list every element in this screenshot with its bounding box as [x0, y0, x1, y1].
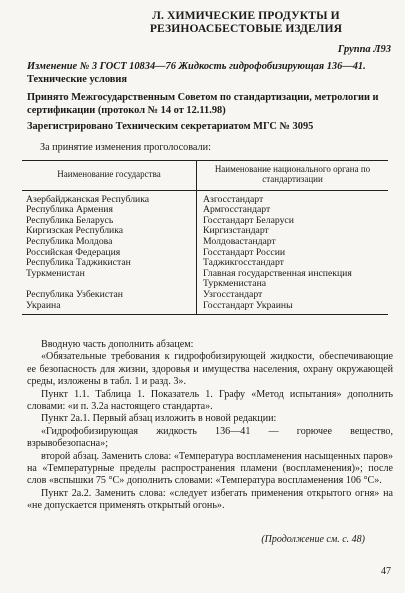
- state-cell: Азербайджанская Республика: [22, 190, 197, 205]
- table-row: [22, 237, 388, 248]
- amendment-subtitle: Технические условия: [27, 73, 127, 85]
- table-header-row: [22, 161, 388, 191]
- state-cell: Республика Беларусь: [22, 216, 197, 227]
- standards-body-cell: Главная государственная инспекция Туркменистана: [203, 267, 352, 290]
- standards-body-cell: Узгосстандарт: [203, 288, 263, 300]
- states-table: [22, 160, 388, 315]
- table-row: [22, 269, 388, 290]
- table-row: [22, 301, 388, 315]
- paragraph: «Обязательные требования к гидрофобизирующей жидкости, обеспечивающие ее безопасность для жизни, здоровья и имущества населения, охрану окружающей среды, изложены в табл. 1 и разд. 3».: [27, 351, 393, 388]
- state-cell: Республика Таджикистан: [22, 258, 197, 269]
- state-cell: Киргизская Республика: [22, 226, 197, 237]
- vote-intro: За принятие изменения проголосовали:: [40, 142, 211, 153]
- state-cell: Республика Армения: [22, 205, 197, 216]
- standards-body-cell: Азгосстандарт: [203, 193, 264, 205]
- standards-body-cell: Госстандарт России: [203, 246, 286, 258]
- paragraph: Пункт 1.1. Таблица 1. Показатель 1. Графу «Метод испытания» дополнить словами: «и п. 3.2а настоящего стандарта».: [27, 388, 393, 413]
- standards-body-cell: Киргизстандарт: [203, 225, 269, 237]
- standards-body-cell: Госстандарт Беларуси: [203, 214, 294, 226]
- continued-note: (Продолжение см. с. 48): [261, 534, 365, 545]
- state-cell: Республика Узбекистан: [22, 290, 197, 301]
- paragraph: «Гидрофобизирующая жидкость 136—41 — горючее вещество, взрывобезопасна»;: [27, 425, 393, 450]
- standards-body-cell: Госстандарт Украины: [197, 301, 389, 315]
- section-title: Л. ХИМИЧЕСКИЕ ПРОДУКТЫ И РЕЗИНОАСБЕСТОВЫЕ ИЗДЕЛИЯ: [149, 9, 343, 35]
- state-cell: Республика Молдова: [22, 237, 197, 248]
- column-header-body: Наименование национального органа по стандартизации: [197, 161, 389, 191]
- amendment-body: [27, 339, 393, 513]
- paragraph: Пункт 2а.2. Заменить слова: «следует избегать применения открытого огня» на «не допускается применять открытый огонь».: [27, 487, 393, 512]
- standards-body-cell: Таджикгосстандарт: [203, 257, 284, 269]
- state-cell: Украина: [22, 301, 197, 315]
- group-code: Группа Л93: [337, 44, 391, 55]
- table-row: [22, 190, 388, 205]
- paragraph: Вводную часть дополнить абзацем:: [41, 339, 194, 350]
- adopted-by: Принято Межгосударственным Советом по стандартизации, метрологии и сертификации (протокол № 14 от 12.11.98): [27, 92, 379, 116]
- paragraph: второй абзац. Заменить слова: «Температура воспламенения насыщенных паров» на «Температурные пределы распространения пламени (воспламенения)»; после слов «вспышки 75 °С» дополнить словами: «Температура воспламенения 106 °С».: [27, 450, 393, 487]
- table-row: [22, 290, 388, 301]
- amendment-title-block: [27, 61, 395, 86]
- state-cell: Туркменистан: [22, 269, 197, 290]
- registration-note: Зарегистрировано Техническим секретариатом МГС № 3095: [27, 121, 314, 132]
- standards-body-cell: Молдовастандарт: [203, 235, 276, 247]
- paragraph: Пункт 2а.1. Первый абзац изложить в новой редакции:: [41, 413, 277, 425]
- amendment-title: Изменение № 3 ГОСТ 10834—76 Жидкость гидрофобизирующая 136—41.: [27, 61, 366, 72]
- page-number: 47: [381, 566, 391, 577]
- state-cell: Российская Федерация: [22, 248, 197, 259]
- column-header-state: Наименование государства: [22, 161, 197, 191]
- standards-body-cell: Армгосстандарт: [203, 204, 271, 216]
